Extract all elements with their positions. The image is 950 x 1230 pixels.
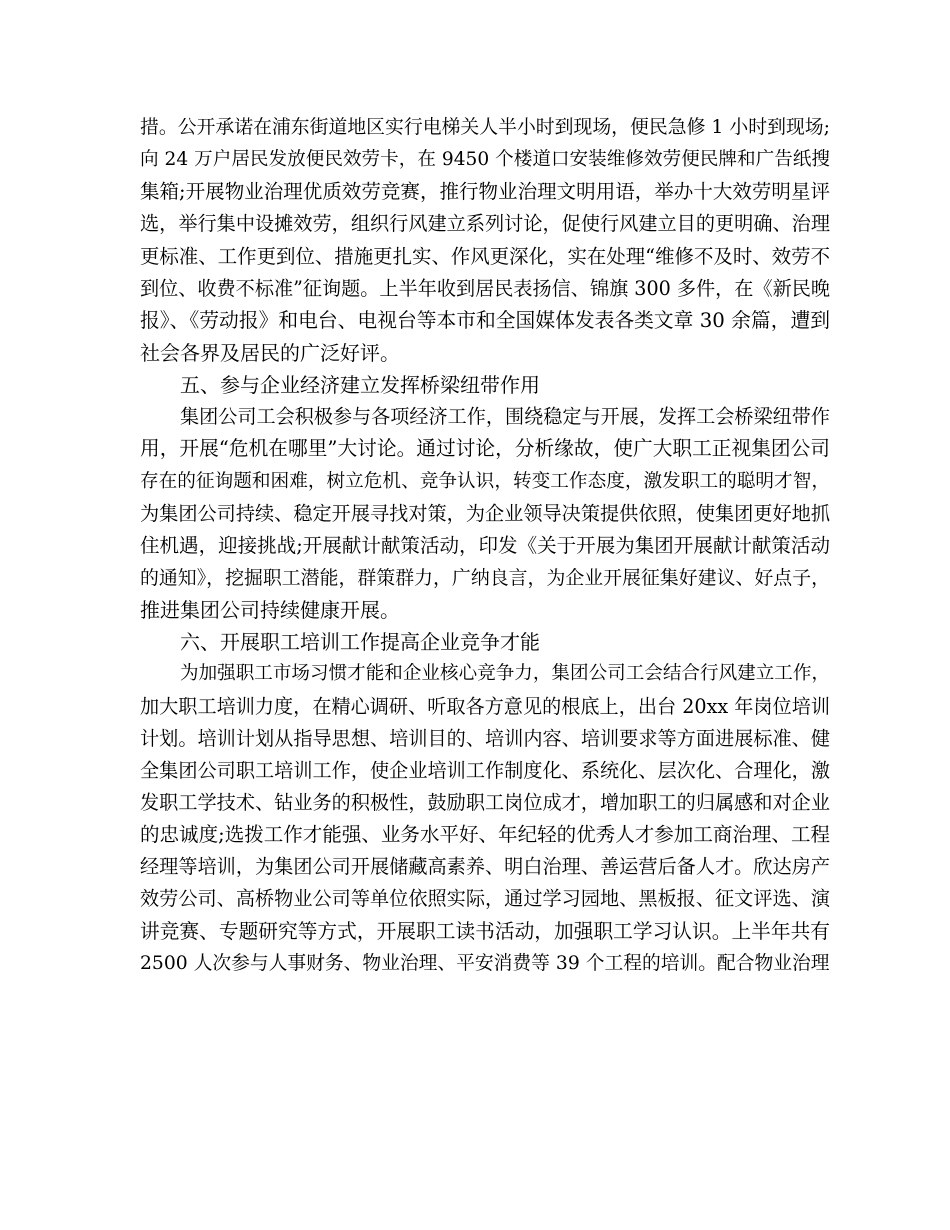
text-line: 推进集团公司持续健康开展。	[140, 598, 400, 623]
text-line: 讲竞赛、专题研究等方式，开展职工读书活动，加强职工学习认识。上半年共有	[140, 919, 830, 943]
text-line: 住机遇，迎接挑战;开展献计献策活动，印发《关于开展为集团开展献计献策活动	[140, 533, 830, 557]
section-heading	[140, 626, 830, 658]
text-line: 用，开展“危机在哪里”大讨论。通过讨论，分析缘故，使广大职工正视集团公司	[140, 437, 830, 461]
text-line: 加大职工培训力度，在精心调研、听取各方意见的根底上，出台 20xx 年岗位培训	[140, 694, 830, 718]
text-line: 措。公开承诺在浦东街道地区实行电梯关人半小时到现场，便民急修 1 小时到现场;	[140, 117, 830, 138]
text-line: 社会各界及居民的广泛好评。	[140, 340, 400, 365]
text-line: 五、参与企业经济建立发挥桥梁纽带作用	[180, 373, 540, 398]
paragraph-continuation	[140, 112, 830, 369]
text-line: 选，举行集中设摊效劳，组织行风建立系列讨论，促使行风建立目的更明确、治理	[140, 212, 830, 236]
text-line: 全集团公司职工培训工作，使企业培训工作制度化、系统化、层次化、合理化，激	[140, 758, 830, 782]
text-line: 为加强职工市场习惯才能和企业核心竞争力，集团公司工会结合行风建立工作，	[180, 663, 830, 685]
text-line: 到位、收费不标准”征询题。上半年收到居民表扬信、锦旗 300 多件，在《新民晚	[140, 276, 830, 300]
text-line: 向 24 万户居民发放便民效劳卡，在 9450 个楼道口安装维修效劳便民牌和广告纸搜	[140, 149, 830, 171]
text-line: 集团公司工会积极参与各项经济工作，围绕稳定与开展，发挥工会桥梁纽带作	[180, 405, 830, 429]
paragraph	[140, 658, 830, 979]
text-line: 集箱;开展物业治理优质效劳竞赛，推行物业治理文明用语，举办十大效劳明星评	[140, 180, 830, 204]
section-heading	[140, 369, 830, 401]
paragraph	[140, 401, 830, 626]
text-line: 发职工学技术、钻业务的积极性，鼓励职工岗位成才，增加职工的归属感和对企业	[140, 790, 830, 814]
text-line: 效劳公司、高桥物业公司等单位依照实际，通过学习园地、黑板报、征文评选、演	[140, 887, 830, 911]
text-line: 2500 人次参与人事财务、物业治理、平安消费等 39 个工程的培训。配合物业治理	[140, 952, 830, 974]
text-line: 的忠诚度;选拨工作才能强、业务水平好、年纪轻的优秀人才参加工商治理、工程	[140, 823, 830, 847]
text-line: 的通知》，挖掘职工潜能，群策群力，广纳良言，为企业开展征集好建议、好点子，	[140, 566, 830, 589]
text-line: 更标准、工作更到位、措施更扎实、作风更深化，实在处理“维修不及时、效劳不	[140, 244, 830, 268]
text-line: 经理等培训，为集团公司开展储藏高素养、明白治理、善运营后备人才。欣达房产	[140, 855, 830, 879]
text-line: 为集团公司持续、稳定开展寻找对策，为企业领导决策提供依照，使集团更好地抓	[140, 501, 830, 525]
document-body	[140, 112, 830, 980]
text-line: 报》、《劳动报》和电台、电视台等本市和全国媒体发表各类文章 30 余篇，遭到	[140, 308, 830, 332]
text-line: 计划。培训计划从指导思想、培训目的、培训内容、培训要求等方面进展标准、健	[140, 726, 830, 750]
text-line: 六、开展职工培训工作提高企业竞争才能	[180, 630, 540, 655]
text-line: 存在的征询题和困难，树立危机、竞争认识，转变工作态度，激发职工的聪明才智，	[140, 470, 830, 492]
